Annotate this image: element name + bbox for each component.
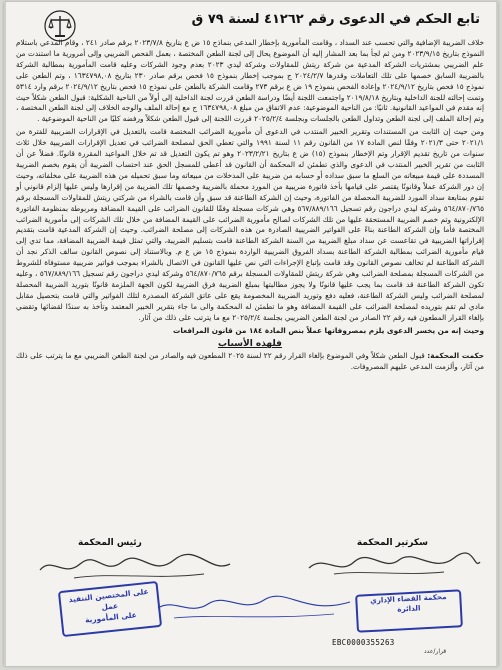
court-stamp [355,589,463,632]
secretary-label: سكرتير المحكمة [356,538,428,548]
stamp-note: قرار/عدد [424,648,447,655]
case-header: تابع الحكم في الدعوى رقم ٤١٢٦٢ لسنة ٧٩ ق [191,12,480,27]
court-stamp-line-1: محكمة القضاء الإداري [369,592,447,606]
judgment-body [16,38,484,375]
president-label: رئيس المحكمة [78,538,142,548]
verdict-text: قبول الطعن شكلاً وفي الموضوع بإلغاء القرار رقم ٢٢ لسنة ٢٠٢٥ المطعون فيه والصادر من لجنة الطعن الضريبي مع ما يترتب على ذلك من آثار، وألزمت المدعي عليهم المصروفات. [16,351,484,372]
execution-stamp-line-1: على المختصين التنفيذ عمل [68,586,149,612]
execution-stamp-line-2: على المأمورية [84,610,138,625]
paragraph-background: خلاف الضريبة الإضافية والتي تحسب عند السداد ، وقامت المأمورية بإخطار المدعي بنماذج ١٥ ض ع بتاريخ ٢٠٢٣/٧/٨ برقم صادر ٢٤١ ، وقام المدعي باستلام النموذج بتاريخ ٢٠٢٣/٩/١٥ ومن ثم لجأ بما بعد المشار إليه أن الموضوع يحال إلى لجنة الطعن المختصة ، بعمل الفحص الضريبي وإلى أمرورية ما استندت من علم الضريبي بمشتريات الشركة المدعية من شركة ريتش للمقاولات وشركة ليدي ٢٠٢٣ بعدم وجود الشركات وعليه قامت المأمورية بمطالبة الشركة بالضريبة السابق خصمها على تلك التعاملات وقدرها ٢٠٢٤/٢/٧ ج بموجب إخطار بنموذج ١٥ فحص برقم صادر ٢٣٠ بتاريخ ١٦٣٤٧٩٨,٠٨ ، وتم الطعن على نموذج ١٥ فحص بتاريخ ٢٠٢٤/٩/١٢ وإعادة الفحص بنموذج ١٩ ض ع برقم ٢٧٣ وقامت الشركة بالطعن على نموذج ١٥ فحص بتاريخ ٢٠٢٤/٩/١٢ برقم وارد ٥٣١٤ وتمت إحالته للجنة الداخلية وبتاريخ ٢٠١٩/٨/١٨ واجتمعت اللجنة أيضًا ودراسة الطعن قررت لجنة الداخلية إلى أولاً من الناحية الشكلية: قبول الطعن شكلاً حيث إنه مقدم في المواعيد القانونية. ثانيًا: من الناحية الموضوعية: عدم الاتفاق من مبلغ ١٦٣٤٧٩٨,٠٨ ج مع إحالة الملف والوجه الخلاف إلى لجنة الطعن المختصة ، وتم إحالة الملف إلى لجنة الطعن وتداول الطعن بالجلسات وبجلسة ٢٠٢٥/٢/٤ قررت اللجنة إلى قبول الطعن شكلاً ورفضه كليًا من الناحية الموضوعية . [16,38,485,124]
president-signature-icon [34,550,234,584]
paragraph-reasoning: ومن حيث إن الثابت من المستندات وتقرير الخبير المنتدب في الدعوى أن مأمورية الضرائب المختصة قامت بالتعديل في الإقرارات الضريبية للفترة من ٢٠٢١/١ حتى ٢٠٢١/٣ وفقًا لنص المادة ١٧ من القانون رقم ١١ لسنة ١٩٩١ والتي تعطي الحق لمصلحة الضرائب في تعديل الإقرارات الضريبية خلال ثلاث سنوات من تاريخ تقديم الإقرار وتم الإخطار بنموذج (١٥) ض ع بتاريخ ٢٠٢٣/٢/٢١ وهو تم يكون التعديل قد تم خلال المواعيد المقررة قانونًا. فضلاً عن أن الثابت من تقرير الخبير المنتدب في الدعوى والذي تطمئن له المحكمة أن القانون قد أعطى للمسجل الحق عند احتساب الضريبة أن يقوم بخصم الضريبة المسددة على قيمة مبيعاته من السلع ما سبق سداده أو حسابه من ضريبة على المدخلات من مبيعاته وما سبق تحميله من هذه الضريبة على مخلفاته، وحيث إن دور الشركة عملاً وقانونًا يقتصر على قيامها بأخذ فاتورة ضريبية من المورد محملة بالضريبة وخصمها تلك الضريبة من إقرارها وليس عليها إلزام قانوني أو تقوم بمتابعة سداد المورد للضريبة المحصلة من الفاتورة، وحيث إن الشركة الطاعنة قد سبق وأن قامت بالشراء من شركتي ريتش للمقاولات المسجلة برقم ٥٦٤/٨٧٠/٧٦٥ وشركة ليدي دراجون رقم تسجيل ٥٦٧/٨٨٩/١٦٦ وهي شركات مسجلة وفقًا للقانون الضرائب على القيمة المضافة ومربوطة بمنظومة الفاتورة الإلكترونية وتم خصم الضريبة المستحقة عليها من تلك الشركات لصالح مأمورية الضرائب على القيمة المضافة من خلال تلك الشركات إلى مأمورية الضرائب المختصة فأما وإن الشركة الطاعنة بناءً على الفواتير الضريبية الصادرة من هذه الشركات إلى مصلحة الضرائب. وحيث إن الشركة المدعية قامت بتقديم إقراراتها الضريبية في تقاعست عن سداد مبلغ الضريبة من السنة الشركة الطاعنة قامت بتسليم الضريبة، والتي تمثل قيمة الضريبة المضافة، مما تدي إلى قيام مأمورية الضرائب بمطالبة الشركة الطاعنة بسداد الفروق الضريبية الواردة بنموذج ١٥ ض ع م. وبالاستناد إلى نصوص القانون سالف الذكر نجد أن الشركة الطاعنة لم تخالف نصوص القانون وقد قامت بإتباع الإجراءات التي نص عليها القانون في الاتصال بالشراء بموجب فواتير ضريبية مستوفاة للشروط من الشركات المسجلة بمصلحة الضرائب وهي شركة ريتش للمقاولات المسجلة برقم ٥٦٤/٨٧٠/٧٦٥ وشركة ليدي دراجون رقم تسجيل ٥٦٧/٨٨٩/١٦٦ ، وعليه تكون الشركة الطاعنة قد قامت بما يجب عليها قانونًا ولا يجوز مطالبتها بمبلغ الضريبة فرق الضريبة لكون الجهة الملزمة قانونًا بتوريد الضريبة المحصلة لمصلحة الضرائب وليس الشركة الطاعنة، فعليه دفع وتوريد الضريبة المخصومة يقع على عاتق الشركة المصدرة لتلك الفواتير والتي قامت بتحصيل مقابل مادي لم تقم بتوريده لمصلحة الضرائب على القيمة المضافة وهو ما تطمئن له المحكمة والى ما جاء بتقرير الخبير المعتمد وتأخذ به سندًا لقضائها وتقضي بإلغاء القرار المطعون فيه رقم ٢٢ الصادر من لجنة الطعن الضريبي بجلسة ٢٠٢٥/٢/٤ مع ما يترتب على ذلك من آثار. [16,127,484,322]
verdict-label: حكمت المحكمة: [427,351,484,361]
execution-stamp [58,581,162,637]
scan-edge-right [496,2,498,666]
secretary-signature-icon [304,550,484,580]
section-title: فلهذه الأسباب [218,339,282,350]
stamp-serial-number: EBC0000355263 [332,638,395,647]
verdict-paragraph [16,351,484,373]
scan-edge-left [4,2,6,666]
paragraph-costs: وحيث إنه من يخسر الدعوى يلزم بمصروفاتها عملاً بنص المادة ١٨٤ من قانون المرافعات [173,325,484,335]
handwritten-note-icon [154,590,354,624]
court-stamp-line-2: الدائرة [397,603,421,614]
document-page [4,2,498,666]
